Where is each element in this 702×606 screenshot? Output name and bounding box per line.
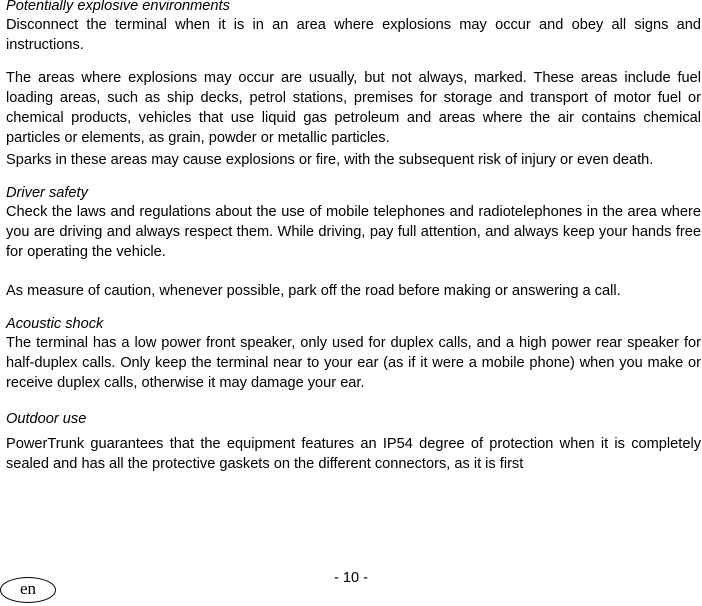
paragraph: Sparks in these areas may cause explosions or fire, with the subsequent risk of injury or even death. xyxy=(6,152,654,168)
paragraph: Check the laws and regulations about the use of mobile telephones and radiotelephones in the area where you are driving and always respect them. While driving, pay full attention, and always keep your hands free for operating the vehicle. xyxy=(6,204,701,260)
paragraph: The areas where explosions may occur are usually, but not always, marked. These areas include fuel loading areas, such as ship decks, petrol stations, premises for storage and transport of motor fuel or chemical products, vehicles that use liquid gas petroleum and areas where the air contains chemical particles or elements, as grain, powder or metallic particles. xyxy=(6,70,701,146)
document-body xyxy=(6,0,701,474)
language-badge: en xyxy=(0,577,56,603)
page-number: - 10 - xyxy=(333,570,369,586)
paragraph: The terminal has a low power front speaker, only used for duplex calls, and a high power rear speaker for half-duplex calls. Only keep the terminal near to your ear (as if it were a mobile phone) when you make or receive duplex calls, otherwise it may damage your ear. xyxy=(6,335,701,391)
section-heading-driver-safety: Driver safety xyxy=(6,185,88,201)
paragraph: Disconnect the terminal when it is in an area where explosions may occur and obey all signs and instructions. xyxy=(6,17,701,53)
section-heading-acoustic-shock: Acoustic shock xyxy=(6,316,104,332)
section-heading-explosive: Potentially explosive environments xyxy=(6,0,230,14)
section-heading-outdoor-use: Outdoor use xyxy=(6,411,87,427)
paragraph: PowerTrunk guarantees that the equipment features an IP54 degree of protection when it is completely sealed and has all the protective gaskets on the different connectors, as it is first xyxy=(6,436,701,472)
paragraph: As measure of caution, whenever possible, park off the road before making or answering a call. xyxy=(6,283,621,299)
